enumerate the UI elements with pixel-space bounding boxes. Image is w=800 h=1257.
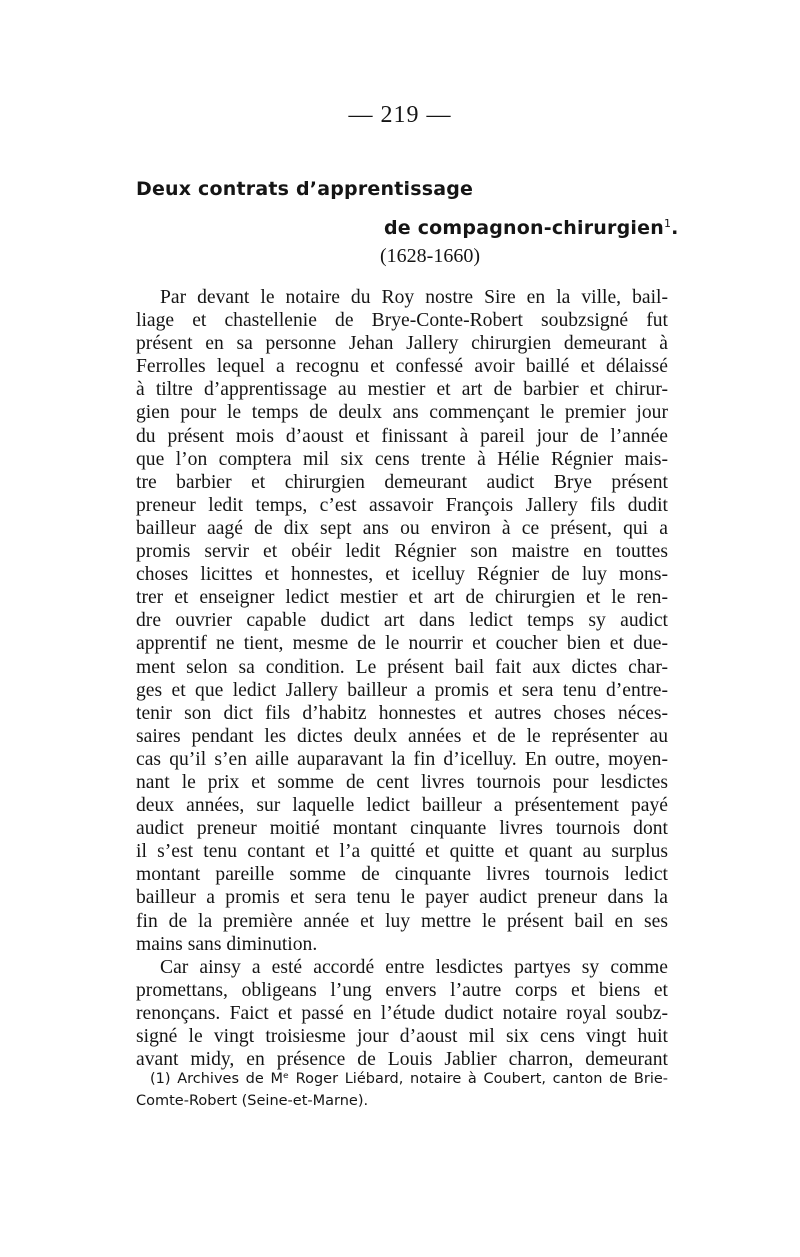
text-line: bailleur aagé de dix sept ans ou environ à ce présent, qui a: [136, 517, 668, 539]
body-text: [136, 286, 668, 1071]
date-range: (1628-1660): [380, 245, 480, 267]
footnote: [136, 1068, 668, 1112]
text-line: apprentif ne tient, mesme de le nourrir et coucher bien et due-: [136, 633, 668, 655]
title-line-1: Deux contrats d’apprentissage: [136, 178, 474, 200]
title-line-2-end: .: [671, 217, 679, 239]
footnote-line: (1) Archives de Mᵉ Roger Liébard, notaire à Coubert, canton de Brie-: [150, 1071, 668, 1087]
text-line: trer et enseigner ledict mestier et art de chirurgien et le ren-: [136, 587, 668, 609]
page-number: — 219 —: [348, 102, 452, 128]
text-line: avant midy, en présence de Louis Jablier charron, demeurant: [136, 1049, 668, 1071]
text-line: du présent mois d’aoust et finissant à pareil jour de l’année: [136, 425, 668, 447]
text-line: présent en sa personne Jehan Jallery chirurgien demeurant à: [136, 333, 668, 355]
text-line: que l’on comptera mil six cens trente à Hélie Régnier mais-: [136, 448, 668, 470]
text-line: bailleur a promis et sera tenu le payer audict preneur dans la: [136, 887, 668, 909]
text-line: il s’est tenu contant et l’a quitté et quitte et quant au surplus: [136, 841, 668, 863]
footnote-reference: 1: [663, 217, 672, 230]
text-line: choses licittes et honnestes, et icelluy Régnier de luy mons-: [136, 564, 668, 586]
text-line: signé le vingt troisiesme jour d’aoust mil six cens vingt huit: [136, 1026, 668, 1047]
text-line: tre barbier et chirurgien demeurant audict Brye présent: [136, 471, 668, 493]
text-line: montant pareille somme de cinquante livres tournois ledict: [136, 864, 668, 886]
text-line: tenir son dict fils d’habitz honnestes et autres choses néces-: [136, 702, 668, 724]
text-line: cas qu’il s’en aille auparavant la fin d’icelluy. En outre, moyen-: [136, 748, 668, 770]
text-line: Car ainsy a esté accordé entre lesdictes partyes sy comme: [160, 956, 668, 978]
paragraph-2: [136, 956, 668, 1071]
text-line: à tiltre d’apprentissage au mestier et art de barbier et chirur-: [136, 379, 668, 401]
text-line: preneur ledit temps, c’est assavoir François Jallery fils dudit: [136, 494, 668, 516]
text-line: promettans, obligeans l’ung envers l’autre corps et biens et: [136, 979, 668, 1001]
text-line: Par devant le notaire du Roy nostre Sire en la ville, bail-: [160, 287, 668, 308]
text-line: liage et chastellenie de Brye-Conte-Robert soubzsigné fut: [136, 310, 668, 332]
paragraph-1: [136, 286, 668, 956]
text-line: renonçans. Faict et passé en l’étude dudict notaire royal soubz-: [136, 1002, 668, 1024]
text-line: promis servir et obéir ledit Régnier son maistre en touttes: [136, 541, 668, 563]
text-line: Ferrolles lequel a recognu et confessé avoir baillé et délaissé: [136, 356, 668, 378]
title-line-2-text: de compagnon-chirurgien: [384, 217, 664, 239]
text-line: ment selon sa condition. Le présent bail fait aux dictes char-: [136, 656, 668, 678]
title-line-2: [384, 217, 679, 239]
text-line: mains sans diminution.: [136, 933, 318, 955]
text-line: gien pour le temps de deulx ans commençant le premier jour: [136, 402, 668, 424]
footnote-line: Comte-Robert (Seine-et-Marne).: [136, 1093, 369, 1109]
text-line: fin de la première année et luy mettre le présent bail en ses: [136, 910, 668, 932]
text-line: deux années, sur laquelle ledict bailleur a présentement payé: [136, 795, 668, 817]
text-line: ges et que ledict Jallery bailleur a promis et sera tenu d’entre-: [136, 679, 668, 701]
text-line: dre ouvrier capable dudict art dans ledict temps sy audict: [136, 610, 668, 632]
text-line: saires pendant les dictes deulx années et de le représenter au: [136, 725, 668, 747]
text-line: nant le prix et somme de cent livres tournois pour lesdictes: [136, 771, 668, 793]
text-line: audict preneur moitié montant cinquante livres tournois dont: [136, 818, 668, 840]
